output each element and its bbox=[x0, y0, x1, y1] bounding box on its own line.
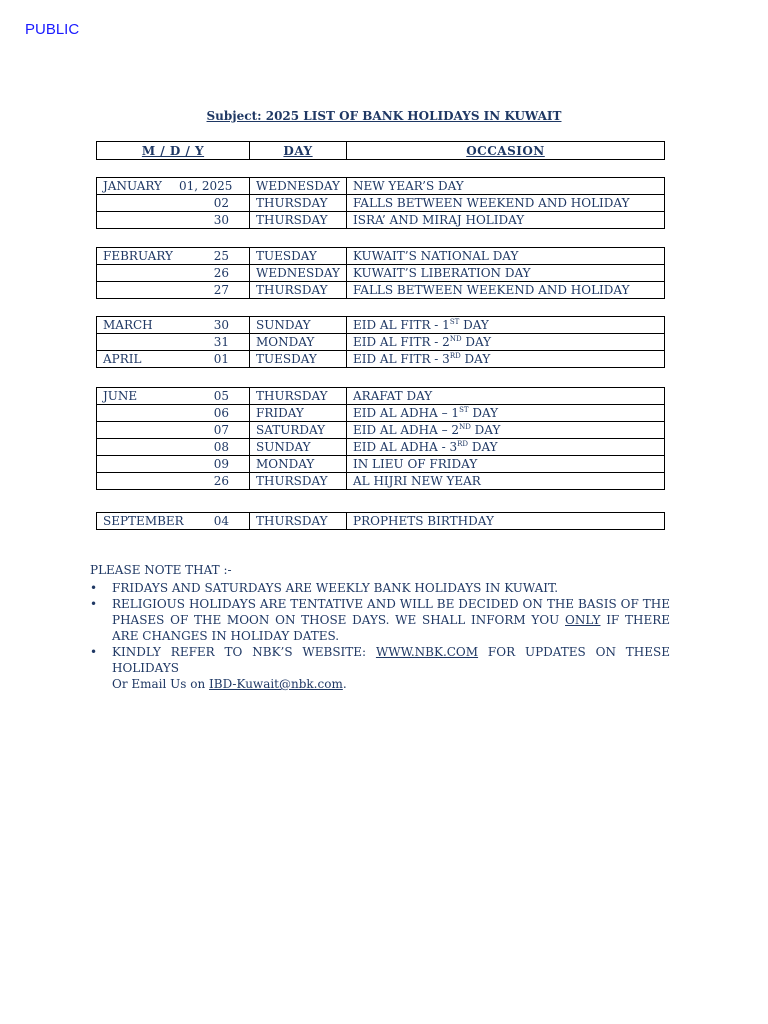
table-row bbox=[97, 248, 665, 265]
note-emphasis: ONLY bbox=[565, 613, 601, 627]
date-label: 05 bbox=[213, 389, 229, 403]
weekday-cell: THURSDAY bbox=[250, 195, 347, 212]
holiday-group-table bbox=[96, 177, 665, 229]
date-cell bbox=[97, 351, 250, 368]
note-item bbox=[90, 580, 670, 596]
date-label: 02 bbox=[213, 196, 229, 210]
table-row bbox=[97, 473, 665, 490]
weekday-cell: SUNDAY bbox=[250, 439, 347, 456]
date-cell bbox=[97, 456, 250, 473]
date-label: 09 bbox=[213, 457, 229, 471]
ordinal-suffix: RD bbox=[449, 352, 461, 360]
weekday-cell: MONDAY bbox=[250, 334, 347, 351]
table-row bbox=[97, 317, 665, 334]
table-row bbox=[97, 282, 665, 299]
column-header-mdy: M / D / Y bbox=[97, 142, 250, 160]
occasion-label: IN LIEU OF FRIDAY bbox=[353, 457, 478, 471]
date-cell bbox=[97, 405, 250, 422]
notes-intro: PLEASE NOTE THAT :- bbox=[90, 563, 232, 577]
month-label: JUNE bbox=[103, 389, 138, 403]
occasion-suffix: DAY bbox=[470, 423, 501, 437]
occasion-cell bbox=[347, 212, 665, 229]
occasion-cell bbox=[347, 473, 665, 490]
date-cell bbox=[97, 473, 250, 490]
column-header-occasion: OCCASION bbox=[347, 142, 665, 160]
month-label: JANUARY bbox=[103, 179, 162, 193]
note-text: RELIGIOUS HOLIDAYS ARE TENTATIVE AND WILL BE DECIDED ON THE BASIS OF THE PHASES OF THE MOON ON THOSE DAYS. WE SHALL INFORM YOU bbox=[112, 597, 670, 627]
month-label: SEPTEMBER bbox=[103, 514, 184, 528]
occasion-label: PROPHETS BIRTHDAY bbox=[353, 514, 494, 528]
date-cell bbox=[97, 439, 250, 456]
occasion-label: ISRA’ AND MIRAJ HOLIDAY bbox=[353, 213, 525, 227]
note-text: . bbox=[342, 677, 347, 691]
note-text: FRIDAYS AND SATURDAYS ARE WEEKLY BANK HOLIDAYS IN KUWAIT. bbox=[112, 581, 559, 595]
date-label: 27 bbox=[213, 283, 229, 297]
table-row bbox=[97, 439, 665, 456]
column-header-day: DAY bbox=[250, 142, 347, 160]
date-label: 06 bbox=[213, 406, 229, 420]
table-row bbox=[97, 351, 665, 368]
date-cell bbox=[97, 388, 250, 405]
occasion-suffix: DAY bbox=[460, 352, 491, 366]
occasion-cell bbox=[347, 248, 665, 265]
occasion-suffix: DAY bbox=[468, 440, 498, 454]
notes-list bbox=[90, 580, 670, 692]
bullet-icon: • bbox=[90, 597, 98, 611]
ordinal-suffix: ND bbox=[449, 335, 462, 343]
occasion-cell bbox=[347, 195, 665, 212]
weekday-cell: FRIDAY bbox=[250, 405, 347, 422]
weekday-cell: WEDNESDAY bbox=[250, 265, 347, 282]
date-cell bbox=[97, 265, 250, 282]
occasion-label: KUWAIT’S NATIONAL DAY bbox=[353, 249, 519, 263]
classification-label: PUBLIC bbox=[25, 21, 80, 38]
month-label: MARCH bbox=[103, 318, 153, 332]
occasion-cell bbox=[347, 388, 665, 405]
table-row bbox=[97, 265, 665, 282]
table-row bbox=[97, 334, 665, 351]
month-label: FEBRUARY bbox=[103, 249, 173, 263]
date-cell bbox=[97, 422, 250, 439]
occasion-cell bbox=[347, 265, 665, 282]
weekday-cell: THURSDAY bbox=[250, 212, 347, 229]
ordinal-suffix: ST bbox=[449, 318, 460, 326]
ordinal-suffix: ND bbox=[459, 423, 471, 431]
date-cell bbox=[97, 334, 250, 351]
occasion-suffix: DAY bbox=[468, 406, 499, 420]
table-row bbox=[97, 388, 665, 405]
date-cell bbox=[97, 195, 250, 212]
table-row bbox=[97, 212, 665, 229]
occasion-label: AL HIJRI NEW YEAR bbox=[353, 474, 481, 488]
date-label: 26 bbox=[213, 266, 229, 280]
bullet-icon: • bbox=[90, 581, 98, 595]
date-label: 01, 2025 bbox=[179, 179, 233, 193]
occasion-cell bbox=[347, 439, 665, 456]
date-cell bbox=[97, 178, 250, 195]
occasion-suffix: DAY bbox=[459, 318, 489, 332]
occasion-label: EID AL FITR - 2 bbox=[353, 335, 450, 349]
weekday-cell: THURSDAY bbox=[250, 473, 347, 490]
occasion-cell bbox=[347, 405, 665, 422]
weekday-cell: MONDAY bbox=[250, 456, 347, 473]
date-label: 25 bbox=[213, 249, 229, 263]
occasion-label: ARAFAT DAY bbox=[353, 389, 433, 403]
weekday-cell: TUESDAY bbox=[250, 351, 347, 368]
bullet-icon: • bbox=[90, 645, 98, 659]
occasion-cell bbox=[347, 178, 665, 195]
date-label: 08 bbox=[213, 440, 229, 454]
table-row bbox=[97, 178, 665, 195]
weekday-cell: SATURDAY bbox=[250, 422, 347, 439]
occasion-label: FALLS BETWEEN WEEKEND AND HOLIDAY bbox=[353, 283, 630, 297]
date-label: 31 bbox=[213, 335, 229, 349]
occasion-label: EID AL ADHA – 2 bbox=[353, 423, 460, 437]
occasion-label: FALLS BETWEEN WEEKEND AND HOLIDAY bbox=[353, 196, 630, 210]
holiday-group-table bbox=[96, 387, 665, 490]
date-cell bbox=[97, 212, 250, 229]
ordinal-suffix: ST bbox=[459, 406, 469, 414]
occasion-cell bbox=[347, 351, 665, 368]
date-cell bbox=[97, 248, 250, 265]
holiday-group-table bbox=[96, 512, 665, 530]
website-link[interactable]: WWW.NBK.COM bbox=[375, 645, 479, 659]
occasion-suffix: DAY bbox=[461, 335, 492, 349]
date-label: 04 bbox=[213, 514, 229, 528]
occasion-cell bbox=[347, 513, 665, 530]
occasion-cell bbox=[347, 422, 665, 439]
date-label: 01 bbox=[213, 352, 229, 366]
note-text: IF THERE ARE CHANGES IN HOLIDAY DATES. bbox=[112, 613, 670, 643]
weekday-cell: SUNDAY bbox=[250, 317, 347, 334]
notes-section bbox=[90, 562, 670, 692]
note-text: FOR UPDATES ON THESE HOLIDAYS bbox=[112, 645, 670, 675]
table-row bbox=[97, 456, 665, 473]
weekday-cell: THURSDAY bbox=[250, 282, 347, 299]
occasion-label: EID AL FITR - 1 bbox=[353, 318, 450, 332]
note-text: Or Email Us on bbox=[112, 677, 210, 691]
holiday-group-table bbox=[96, 247, 665, 299]
weekday-cell: TUESDAY bbox=[250, 248, 347, 265]
occasion-cell bbox=[347, 334, 665, 351]
occasion-cell bbox=[347, 317, 665, 334]
date-cell bbox=[97, 513, 250, 530]
occasion-label: KUWAIT’S LIBERATION DAY bbox=[353, 266, 531, 280]
weekday-cell: WEDNESDAY bbox=[250, 178, 347, 195]
occasion-label: EID AL ADHA - 3 bbox=[353, 440, 458, 454]
occasion-cell bbox=[347, 456, 665, 473]
email-link[interactable]: IBD-Kuwait@nbk.com bbox=[209, 677, 343, 691]
page-title: Subject: 2025 LIST OF BANK HOLIDAYS IN KUWAIT bbox=[206, 109, 562, 123]
date-label: 30 bbox=[213, 318, 229, 332]
table-row bbox=[97, 405, 665, 422]
holiday-group-table bbox=[96, 316, 665, 368]
date-label: 26 bbox=[213, 474, 229, 488]
occasion-cell bbox=[347, 282, 665, 299]
date-label: 30 bbox=[213, 213, 229, 227]
table-row bbox=[97, 422, 665, 439]
note-item bbox=[90, 644, 670, 692]
table-row bbox=[97, 513, 665, 530]
table-header bbox=[96, 141, 665, 160]
weekday-cell: THURSDAY bbox=[250, 388, 347, 405]
month-label: APRIL bbox=[103, 352, 142, 366]
ordinal-suffix: RD bbox=[457, 440, 469, 448]
date-label: 07 bbox=[213, 423, 229, 437]
occasion-label: EID AL FITR - 3 bbox=[353, 352, 450, 366]
occasion-label: NEW YEAR’S DAY bbox=[353, 179, 464, 193]
note-text: KINDLY REFER TO NBK’S WEBSITE: bbox=[112, 645, 376, 659]
note-item bbox=[90, 596, 670, 644]
table-row bbox=[97, 195, 665, 212]
occasion-label: EID AL ADHA – 1 bbox=[353, 406, 460, 420]
date-cell bbox=[97, 317, 250, 334]
date-cell bbox=[97, 282, 250, 299]
weekday-cell: THURSDAY bbox=[250, 513, 347, 530]
